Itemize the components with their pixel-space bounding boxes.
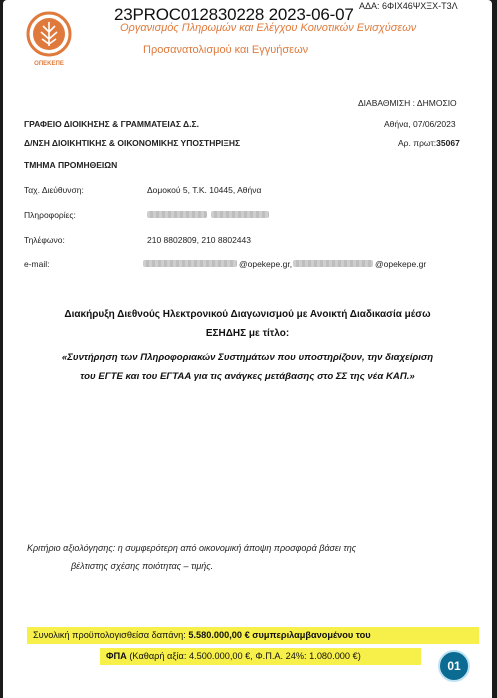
page-badge: 01 <box>438 650 470 682</box>
email-domain: @opekepe.gr <box>375 259 427 269</box>
document-date: Αθήνα, 07/06/2023 <box>384 119 456 129</box>
ada-code: ΑΔΑ: 6ΦΙΧ46ΨΧΞΧ-Τ3Λ <box>359 1 458 11</box>
budget-prefix: Συνολική προϋπολογισθείσα δαπάνη: <box>33 630 189 640</box>
budget-amount: 5.580.000,00 € συμπεριλαμβανομένου του <box>188 630 371 640</box>
address-label: Ταχ. Διεύθυνση: <box>24 185 84 195</box>
budget-vat-label: ΦΠΑ <box>106 651 127 661</box>
redacted-email <box>143 260 237 267</box>
department-line: ΤΜΗΜΑ ΠΡΟΜΗΘΕΙΩΝ <box>24 160 118 170</box>
protocol-number <box>398 138 460 148</box>
document-page <box>3 0 492 698</box>
tender-subject-2: του ΕΓΤΕ και του ΕΓΤΑΑ για τις ανάγκες μετάβασης στο ΣΣ της νέα ΚΑΠ.» <box>80 371 415 382</box>
tender-title-2: ΕΣΗΔΗΣ με τίτλο: <box>205 328 290 339</box>
phone-value: 210 8802809, 210 8802443 <box>147 235 251 245</box>
protocol-stamp: 23PROC012830228 2023-06-07 <box>114 5 354 24</box>
budget-breakdown-text: (Καθαρή αξία: 4.500.000,00 €, Φ.Π.Α. 24%: 1.080.000 €) <box>126 651 361 661</box>
redacted-name <box>147 211 207 218</box>
svg-text:ΟΠΕΚΕΠΕ: ΟΠΕΚΕΠΕ <box>34 61 64 67</box>
redacted-email <box>293 260 373 267</box>
address-value: Δομοκού 5, Τ.Κ. 10445, Αθήνα <box>147 185 262 195</box>
redacted-name <box>211 211 269 218</box>
tender-subject: «Συντήρηση των Πληροφοριακών Συστημάτων που υποστηρίζουν, την διαχείριση <box>61 352 434 363</box>
phone-label: Τηλέφωνο: <box>24 235 65 245</box>
budget-breakdown <box>106 651 361 661</box>
classification: ΔΙΑΒΑΘΜΙΣΗ : ΔΗΜΟΣΙΟ <box>358 98 457 108</box>
email-domain: @opekepe.gr, <box>239 259 293 269</box>
info-label: Πληροφορίες: <box>24 210 76 220</box>
department-line: ΓΡΑΦΕΙΟ ΔΙΟΙΚΗΣΗΣ & ΓΡΑΜΜΑΤΕΙΑΣ Δ.Σ. <box>24 119 199 129</box>
protocol-value: 35067 <box>436 138 460 148</box>
organization-name: Οργανισμός Πληρωμών και Ελέγχου Κοινοτικών Ενισχύσεων <box>120 22 417 34</box>
tender-title: Διακήρυξη Διεθνούς Ηλεκτρονικού Διαγωνισμού με Ανοικτή Διαδικασία μέσω <box>64 309 431 320</box>
award-criteria-2: βέλτιστης σχέσης ποιότητας – τιμής. <box>71 561 214 571</box>
opekepe-logo <box>22 10 76 68</box>
email-label: e-mail: <box>24 259 50 269</box>
budget-total <box>33 630 371 640</box>
organization-name-2: Προσανατολισμού και Εγγυήσεων <box>143 44 309 56</box>
protocol-label: Αρ. πρωτ: <box>398 138 437 148</box>
department-line: Δ/ΝΣΗ ΔΙΟΙΚΗΤΙΚΗΣ & ΟΙΚΟΝΟΜΙΚΗΣ ΥΠΟΣΤΗΡΙΞΗΣ <box>24 138 241 148</box>
award-criteria: Κριτήριο αξιολόγησης: η συμφερότερη από οικονομική άποψη προσφορά βάσει της <box>27 543 357 553</box>
